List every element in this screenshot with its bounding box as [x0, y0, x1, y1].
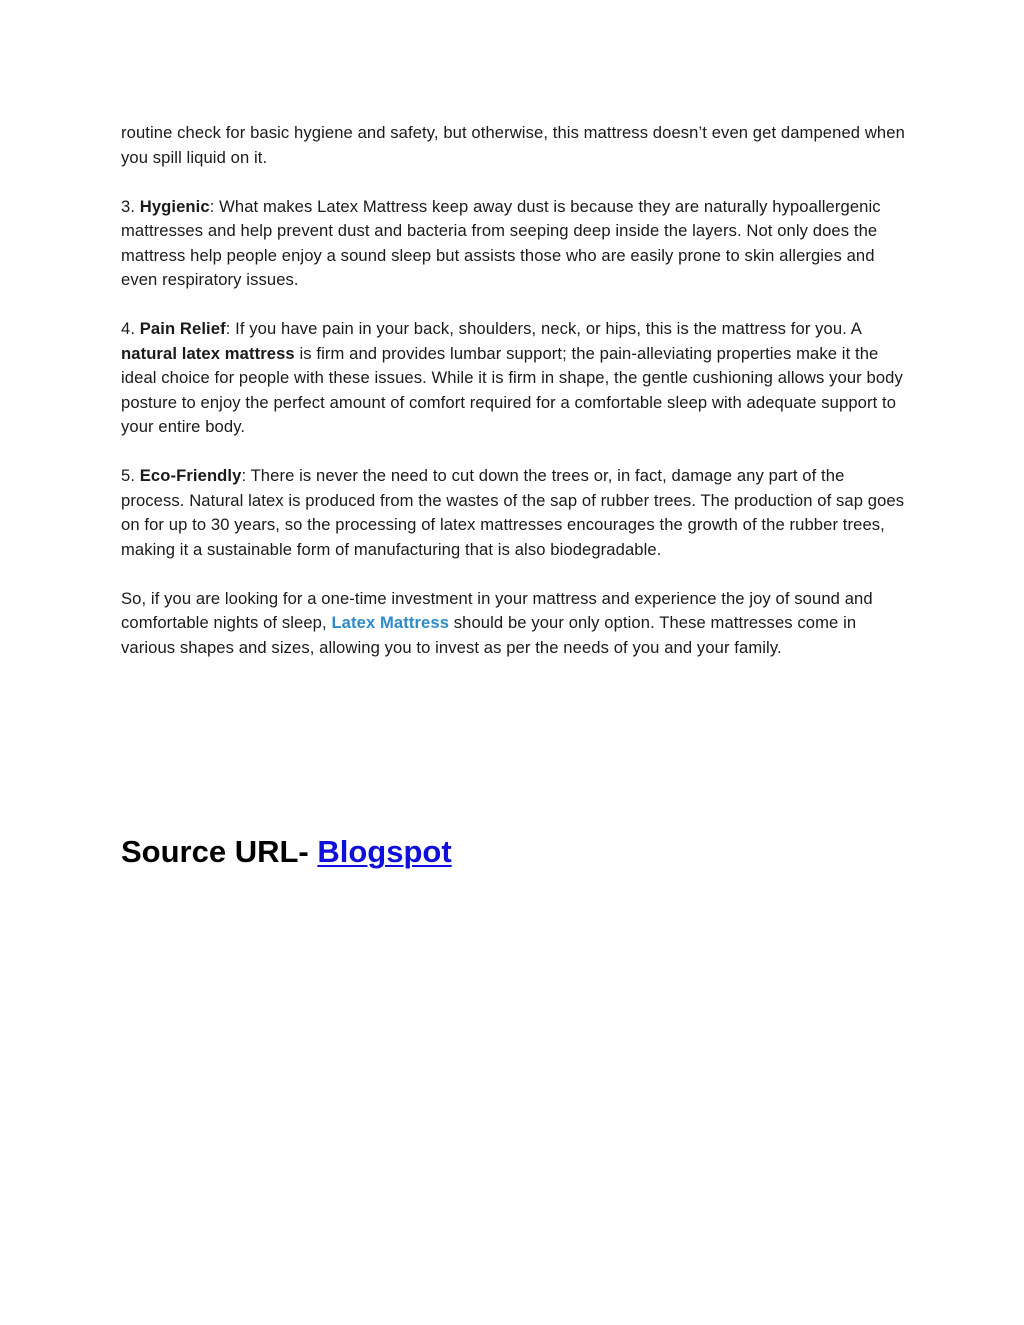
paragraph-pain-relief [121, 317, 911, 440]
paragraph-conclusion [121, 587, 911, 661]
item-number: 3. [121, 196, 140, 216]
document-body [121, 121, 911, 685]
paragraph-hygienic [121, 195, 911, 293]
source-url-heading [121, 830, 452, 874]
item-number: 5. [121, 466, 140, 485]
item-text-hygienic: : What makes Latex Mattress keep away dust is because they are naturally hypoallergenic mattresses and help prevent dust and bacteria from seeping deep inside the layers. Not only does the mattress help people enjoy a sound sleep but assists those who are easily prone to skin allergies and even respiratory issues. [121, 196, 881, 289]
item-number: 4. [121, 319, 140, 338]
item-text-pain-relief-b: is firm and provides lumbar support; the pain-alleviating properties make it the ideal choice for people with these issues. While it is firm in shape, the gentle cushioning allows your body posture to enjoy the perfect amount of comfort required for a comfortable sleep with adequate support to your entire body. [121, 343, 903, 436]
conclusion-text-b: should be your only option. These mattresses come in various shapes and sizes, allowing you to invest as per the needs of you and your family. [121, 613, 857, 657]
item-text-pain-relief-a: : If you have pain in your back, shoulders, neck, or hips, this is the mattress for you. A [225, 319, 861, 338]
latex-mattress-link[interactable]: Latex Mattress [331, 613, 450, 632]
intro-text: routine check for basic hygiene and safety, but otherwise, this mattress doesn’t even get dampened when you spill liquid on it. [121, 123, 905, 167]
source-label: Source URL- [121, 834, 318, 869]
paragraph-eco-friendly [121, 464, 911, 562]
item-title-pain-relief: Pain Relief [139, 319, 226, 338]
item-title-eco-friendly: Eco-Friendly [139, 466, 242, 485]
paragraph-intro [121, 121, 911, 170]
bold-phrase-natural-latex: natural latex mattress [121, 343, 295, 363]
conclusion-text-a: So, if you are looking for a one-time investment in your mattress and experience the joy of sound and comfortable nights of sleep, [121, 588, 873, 632]
item-text-eco-friendly: : There is never the need to cut down the trees or, in fact, damage any part of the process. Natural latex is produced from the wastes of the sap of rubber trees. The production of sap goes on for up to 30 years, so the processing of latex mattresses encourages the growth of the rubber trees, making it a sustainable form of manufacturing that is also biodegradable. [121, 466, 905, 559]
item-title-hygienic: Hygienic [139, 196, 210, 216]
blogspot-link[interactable]: Blogspot [317, 834, 452, 869]
